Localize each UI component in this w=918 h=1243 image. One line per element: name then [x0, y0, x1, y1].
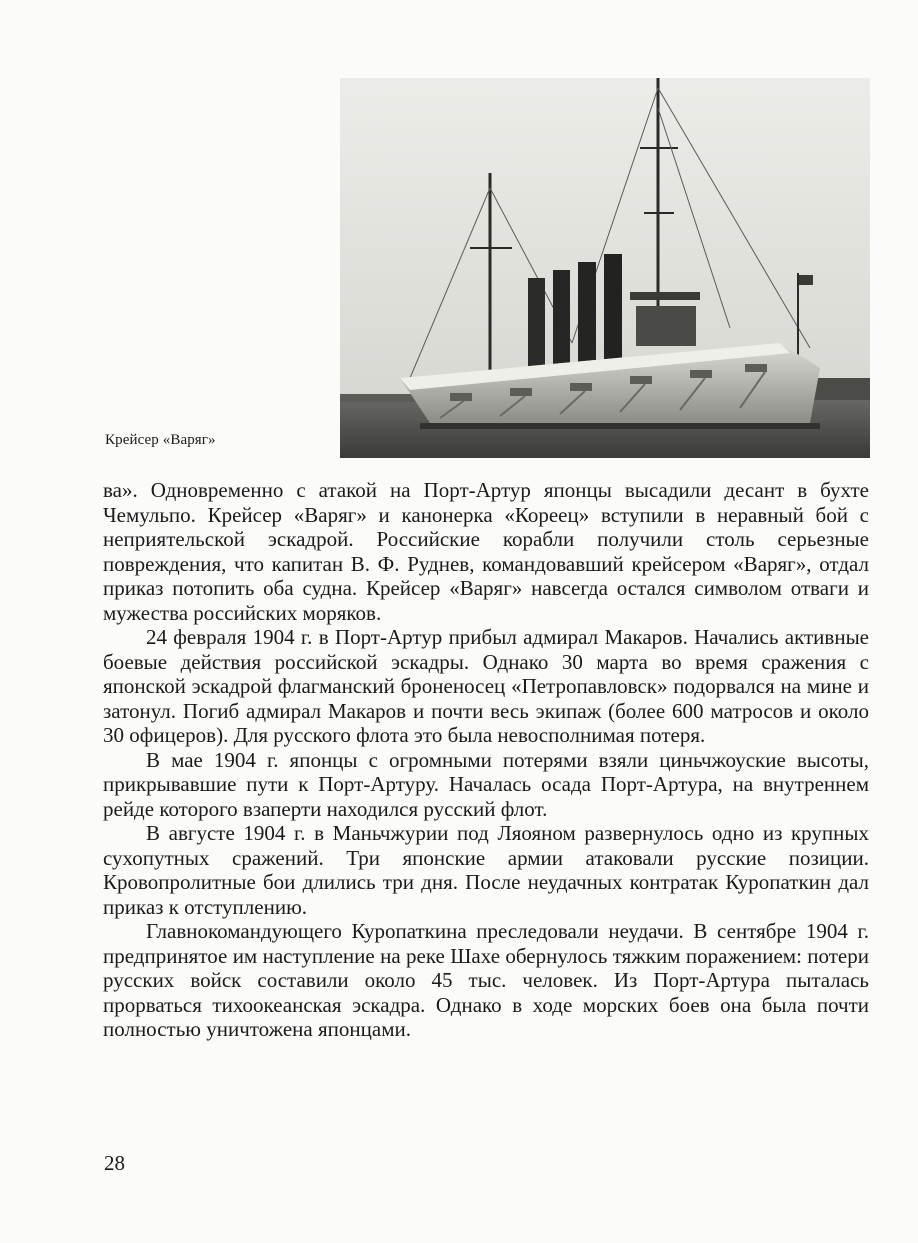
cruiser-illustration	[340, 78, 870, 458]
paragraph: 24 февраля 1904 г. в Порт-Артур прибыл адмирал Макаров. Начались активные боевые действия российской эскадры. Однако 30 марта во время сражения с японской эскадрой флагманский броненосец «Петропавловск» подорвался на мине и затонул. Погиб адмирал Макаров и почти весь экипаж (более 600 матросов и около 30 офицеров). Для русского флота это была невосполнимая потеря.	[103, 625, 869, 747]
body-text	[103, 478, 869, 1042]
paragraph: ва». Одновременно с атакой на Порт-Артур японцы высадили десант в бухте Чемульпо. Крейсер «Варяг» и канонерка «Кореец» вступили в неравный бой с неприятельской эскадрой. Российские корабли получили столь серьезные повреждения, что капитан В. Ф. Руднев, командовавший крейсером «Варяг», отдал приказ потопить оба судна. Крейсер «Варяг» навсегда остался символом отваги и мужества российских моряков.	[103, 478, 869, 625]
paragraph: В мае 1904 г. японцы с огромными потерями взяли циньчжоуские высоты, прикрывавшие пути к Порт-Артуру. Началась осада Порт-Артура, на внутреннем рейде которого взаперти находился русский флот.	[103, 747, 869, 821]
page-number: 28	[104, 1151, 125, 1175]
cruiser-photo	[340, 78, 870, 458]
paragraph: Главнокомандующего Куропаткина преследовали неудачи. В сентябре 1904 г. предпринятое им наступление на реке Шахе обернулось тяжким поражением: потери русских войск составили около 45 тыс. человек. Из Порт-Артура пыталась прорваться тихоокеанская эскадра. Однако в ходе морских боев она была почти полностью уничтожена японцами.	[103, 919, 869, 1041]
paragraph: В августе 1904 г. в Маньчжурии под Ляояном развернулось одно из крупных сухопутных сражений. Три японские армии атаковали русские позиции. Кровопролитные бои длились три дня. После неудачных контратак Куропаткин дал приказ к отступлению.	[103, 821, 869, 919]
figure-caption: Крейсер «Варяг»	[105, 432, 216, 448]
